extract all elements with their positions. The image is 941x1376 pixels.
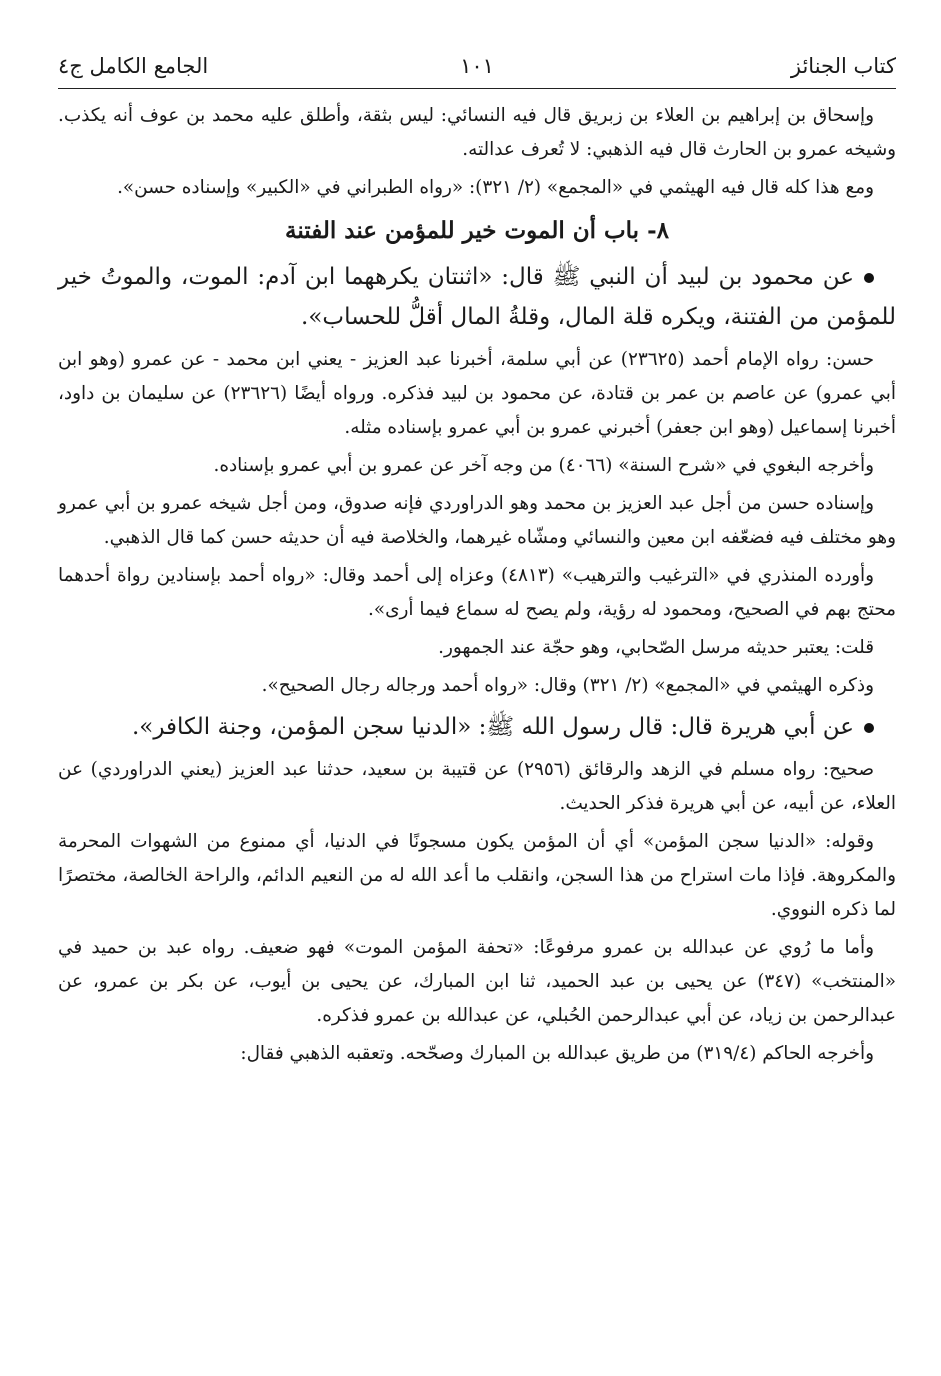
- paragraph-hasan-ahmad: حسن: رواه الإمام أحمد (٢٣٦٢٥) عن أبي سلمة، أخبرنا عبد العزيز - يعني ابن محمد - عن عمرو (وهو ابن أبي عمرو) عن عاصم بن عمر بن قتادة، عن محمود بن لبيد فذكره. ورواه أيضًا (٢٣٦٢٦) عن سليمان بن داود، أخبرنا إسماعيل (وهو ابن جعفر) أخبرني عمرو بن أبي عمرو بإسناده مثله.: [58, 349, 897, 438]
- paragraph-mundhiri: وأورده المنذري في «الترغيب والترهيب» (٤٨١٣) وعزاه إلى أحمد وقال: «رواه أحمد بإسنادين رواة أحدهما محتج بهم في الصحيح، ومحمود له رؤية، ولم يصح له سماع فيما أرى».: [58, 565, 896, 620]
- running-header: [58, 48, 896, 89]
- paragraph-sahih-muslim: صحيح: رواه مسلم في الزهد والرقائق (٢٩٥٦) عن قتيبة بن سعيد، حدثنا عبد العزيز (يعني الدراوردي) عن العلاء، عن أبيه، عن أبي هريرة فذكر الحديث.: [58, 759, 896, 814]
- paragraph-tuhfat-al-mumin: وأما ما رُوي عن عبدالله بن عمرو مرفوعًا: «تحفة المؤمن الموت» فهو ضعيف. رواه عبد بن حميد في «المنتخب» (٣٤٧) عن يحيى بن عبد الحميد، ثنا ابن المبارك، عن يحيى بن أيوب، عن بكر بن عمرو، عن عبدالرحمن بن زياد، عن أبي عبدالرحمن الحُبلي، عن عبدالله بن عمرو فذكره.: [58, 937, 896, 1026]
- book-section-title: كتاب الجنائز: [790, 54, 896, 78]
- paragraph-qultu: قلت: يعتبر حديثه مرسل الصّحابي، وهو حجّة عند الجمهور.: [438, 637, 874, 658]
- hadith-text: عن محمود بن لبيد أن النبي ﷺ قال: «اثنتان يكرههما ابن آدم: الموت، والموتُ خير للمؤمن من الفتنة، ويكره قلة المال، وقلةُ المال أقلُّ للحساب».: [58, 264, 896, 330]
- bullet-marker: [864, 273, 874, 283]
- chapter-heading: ٨- باب أن الموت خير للمؤمن عند الفتنة: [285, 217, 669, 244]
- paragraph-haythami-note: ومع هذا كله قال فيه الهيثمي في «المجمع» (٢/ ٣٢١): «رواه الطبراني في «الكبير» وإسناده حسن».: [117, 177, 874, 198]
- paragraph-narrator-ishaq: وإسحاق بن إبراهيم بن العلاء بن زبريق قال فيه النسائي: ليس بثقة، وأطلق عليه محمد بن عوف أنه يكذب. وشيخه عمرو بن الحارث قال فيه الذهبي: لا تُعرف عدالته.: [58, 105, 896, 160]
- page-body: [58, 89, 896, 1071]
- paragraph-explanation: وقوله: «الدنيا سجن المؤمن» أي أن المؤمن يكون مسجونًا في الدنيا، أي ممنوع من الشهوات المحرمة والمكروهة. فإذا مات استراح من هذا السجن، وانقلب ما أعد الله له من النعيم الدائم، والراحة الخالصة، مختصرًا لما ذكره النووي.: [58, 831, 896, 920]
- paragraph-isnad-grading: وإسناده حسن من أجل عبد العزيز بن محمد وهو الدراوردي فإنه صدوق، ومن أجل شيخه عمرو بن أبي عمرو وهو مختلف فيه فضعّفه ابن معين والنسائي ومشّاه غيرهما، والخلاصة فيه أن حديثه حسن كما قال الذهبي.: [58, 493, 896, 548]
- volume-title: الجامع الكامل ج٤: [58, 54, 209, 78]
- hadith-text: عن أبي هريرة قال: قال رسول الله ﷺ: «الدنيا سجن المؤمن، وجنة الكافر».: [131, 714, 854, 740]
- bullet-marker: [864, 723, 874, 733]
- paragraph-baghawi: وأخرجه البغوي في «شرح السنة» (٤٠٦٦) من وجه آخر عن عمرو بن أبي عمرو بإسناده.: [213, 455, 874, 476]
- hadith-abu-hurayra: [58, 707, 896, 747]
- page-number: ١٠١: [460, 54, 494, 78]
- hadith-mahmoud-ibn-labid: [58, 257, 896, 337]
- book-page: [58, 48, 896, 1075]
- paragraph-hakim: وأخرجه الحاكم (٣١٩/٤) من طريق عبدالله بن المبارك وصحّحه. وتعقبه الذهبي فقال:: [240, 1043, 874, 1064]
- paragraph-haythami-majma: وذكره الهيثمي في «المجمع» (٢/ ٣٢١) وقال: «رواه أحمد ورجاله رجال الصحيح».: [261, 675, 874, 696]
